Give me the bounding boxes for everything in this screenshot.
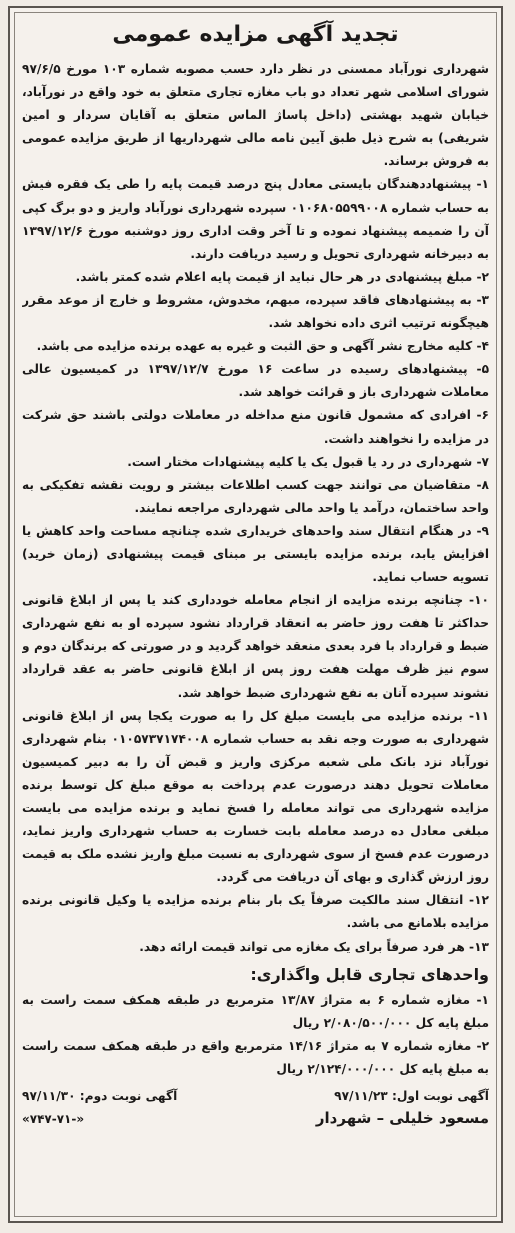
clause-10: ۱۰- چنانچه برنده مزایده از انجام معامله خودداری کند یا پس از ابلاغ قانونی حداکثر تا هفت روز حاضر به انعقاد قرارداد نشود سپرده او به نفع شهرداری ضبط و قرارداد با فرد بعدی منعقد خواهد گردید و در صورتی که برندگان دوم و سوم نیز ظرف مهلت هفت روز پس از ابلاغ قانونی حاضر به عقد قرارداد نشوند سپرده آنان به نفع شهرداری ضبط خواهد شد. xyxy=(22,593,489,700)
second-turn-date: آگهی نوبت دوم: ۹۷/۱۱/۳۰ xyxy=(22,1089,178,1104)
clause-9: ۹- در هنگام انتقال سند واحدهای خریداری شده چنانچه مساحت واحد کاهش یا افزایش یابد، برنده مزایده بایستی بر مبنای قیمت پیشنهادی (زمان خرید) تسویه حساب نماید. xyxy=(22,523,489,585)
unit-item: ۱- مغازه شماره ۶ به متراژ ۱۳/۸۷ مترمربع در طبقه همکف سمت راست به مبلغ پایه کل ۲/۰۸۰/۵۰۰/۰۰۰ ریال xyxy=(22,992,489,1030)
clause-1: ۱- پیشنهاددهندگان بایستی معادل پنج درصد قیمت پایه را طی یک فقره فیش به حساب شماره ۰۱۰۶۸۰۵۵۹۹۰۰۸ سپرده شهرداری نورآباد واریز و دو برگ کپی آن را ضمیمه پیشنهاد نموده و تا آخر وقت اداری روز دوشنبه مورخ ۱۳۹۷/۱۲/۶ به دبیرخانه شهرداری تحویل و رسید دریافت دارند. xyxy=(22,177,489,261)
notice-intro: شهرداری نورآباد ممسنی در نظر دارد حسب مصوبه شماره ۱۰۳ مورخ ۹۷/۶/۵ شورای اسلامی شهر تعداد دو باب مغازه تجاری متعلق به خود واقع در نورآباد، خیابان شهید بهشتی (داخل پاساژ الماس متعلق به آقایان سردار و امین شریفی) به شرح ذیل طبق آیین نامه مالی شهرداریها از طریق مزایده عمومی به فروش برساند. xyxy=(22,62,489,169)
clause-3: ۳- به پیشنهادهای فاقد سپرده، مبهم، مخدوش، مشروط و خارج از موعد مقرر هیچگونه ترتیب اثری داده نخواهد شد. xyxy=(22,292,489,331)
publication-dates xyxy=(22,1085,489,1107)
units-list xyxy=(22,989,489,1081)
notice-footer xyxy=(22,1085,489,1130)
clause-11: ۱۱- برنده مزایده می بایست مبلغ کل را به صورت یکجا پس از ابلاغ قانونی شهرداری به صورت وجه نقد به حساب شماره ۰۱۰۵۷۳۷۱۷۴۰۰۸ بنام شهرداری نورآباد نزد بانک ملی شعبه مرکزی واریز و قبض آن را به دبیر کمیسیون معاملات تحویل دهند درصورت عدم پرداخت به موقع مبلغ کل توسط برنده مزایده شهرداری می تواند معامله را فسخ نماید و برنده مزایده می بایست مبلغی معادل ده درصد معامله بابت خسارت به حساب شهرداری واریز نماید، درصورت عدم فسخ از سوی شهرداری به نسبت مبلغ واریز نشده ملک به قیمت روز ارزش گذاری و بهای آن دریافت می گردد. xyxy=(22,708,489,885)
clause-6: ۶- افرادی که مشمول قانون منع مداخله در معاملات دولتی باشند حق شرکت در مزایده را نخواهند داشت. xyxy=(22,408,489,446)
clause-list xyxy=(22,173,489,958)
clause-13: ۱۳- هر فرد صرفاً برای یک مغازه می تواند قیمت ارائه دهد. xyxy=(139,939,489,954)
clause-7: ۷- شهرداری در رد یا قبول یک یا کلیه پیشنهادات مختار است. xyxy=(127,454,489,469)
clause-2: ۲- مبلغ پیشنهادی در هر حال نباید از قیمت پایه اعلام شده کمتر باشد. xyxy=(75,269,489,284)
notice-body xyxy=(22,18,489,1211)
clause-5: ۵- پیشنهادهای رسیده در ساعت ۱۶ مورخ ۱۳۹۷/۱۲/۷ در کمیسیون عالی معاملات شهرداری باز و قرائت خواهد شد. xyxy=(22,362,489,400)
ad-code: «۷۴۷-۷۱-» xyxy=(22,1112,85,1127)
clause-8: ۸- متقاضیان می توانند جهت کسب اطلاعات بیشتر و رویت نقشه تفکیکی به واحد ساختمان، درآمد یا واحد مالی شهرداری مراجعه نمایند. xyxy=(22,477,489,515)
notice-frame xyxy=(8,6,503,1223)
mayor-signature: مسعود خلیلی – شهردار xyxy=(315,1109,489,1128)
clause-4: ۴- کلیه مخارج نشر آگهی و حق الثبت و غیره به عهده برنده مزایده می باشد. xyxy=(36,339,489,354)
notice-title: تجدید آگهی مزایده عمومی xyxy=(112,22,399,47)
first-turn-date: آگهی نوبت اول: ۹۷/۱۱/۲۳ xyxy=(334,1089,489,1104)
units-heading: واحدهای تجاری قابل واگذاری: xyxy=(250,964,489,984)
clause-12: ۱۲- انتقال سند مالکیت صرفاً یک بار بنام برنده مزایده یا وکیل قانونی برنده مزایده بلامانع می باشد. xyxy=(22,893,489,931)
unit-item: ۲- مغازه شماره ۷ به متراژ ۱۴/۱۶ مترمربع واقع در طبقه همکف سمت راست به مبلغ پایه کل ۲/۱۲۴/۰۰۰/۰۰۰ ریال xyxy=(22,1038,489,1076)
signature-row xyxy=(22,1107,489,1130)
